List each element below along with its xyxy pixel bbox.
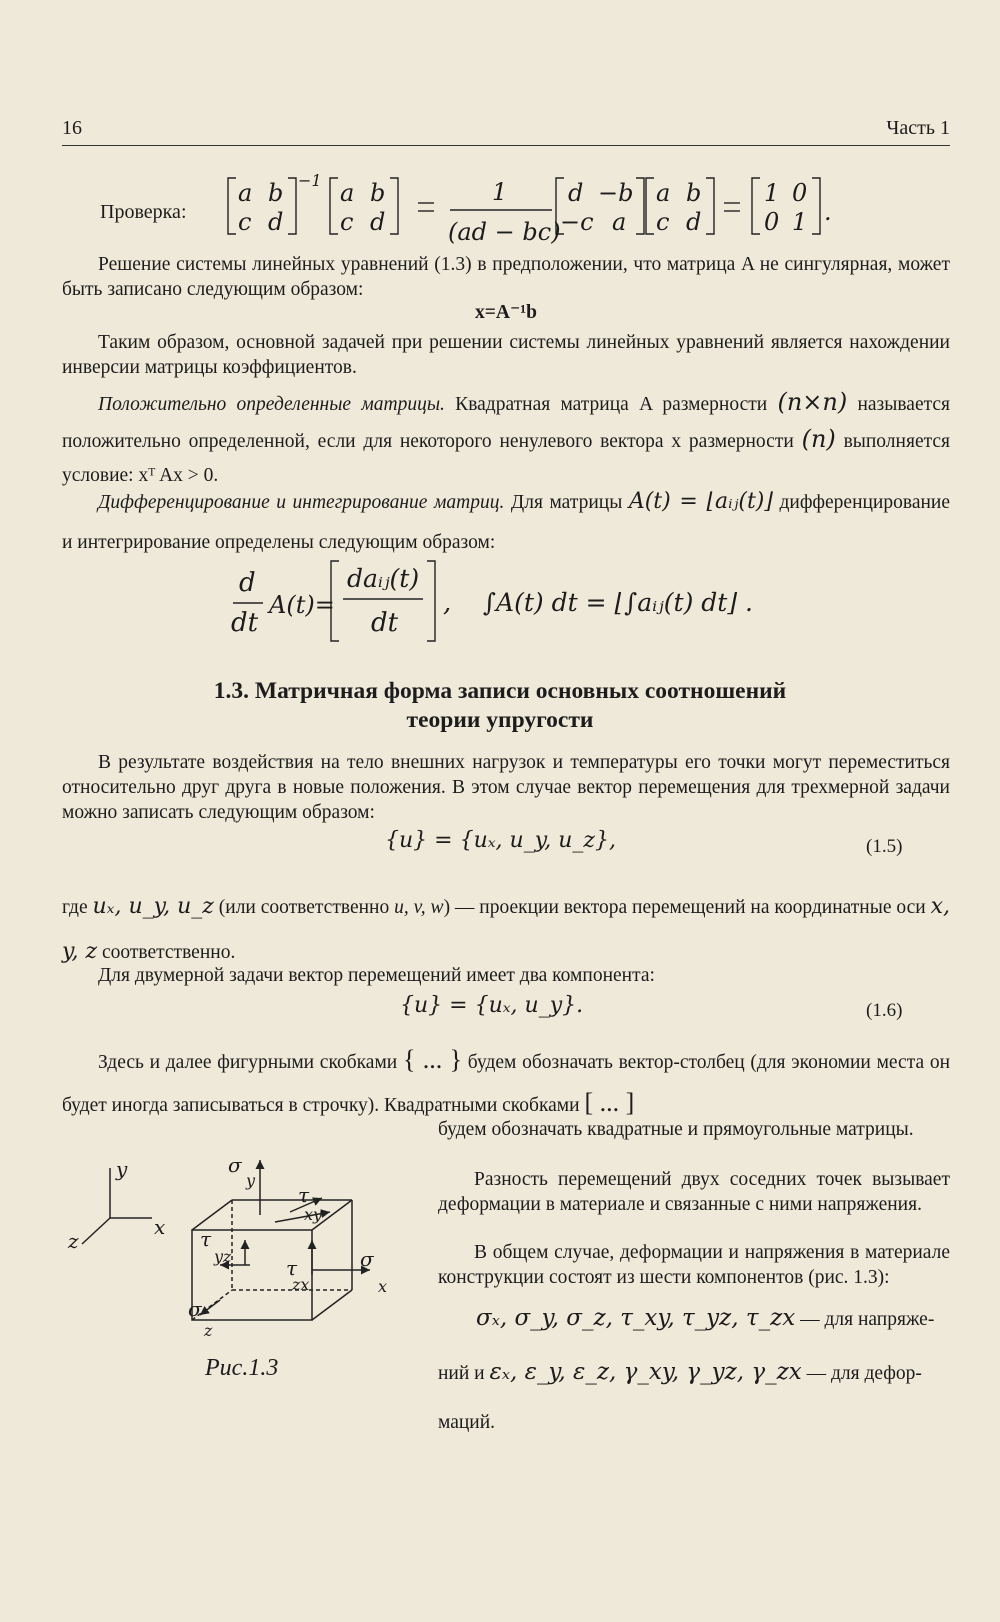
label-tau-xy: τ	[298, 1183, 310, 1207]
label-sigma-y: σ	[228, 1153, 242, 1177]
strain-text-1: ний и	[438, 1363, 485, 1384]
stress-vars: σₓ, σ_y, σ_z, τ_xy, τ_yz, τ_zx	[476, 1305, 796, 1331]
proj-text-3: ) — проекции вектора перемещений на координатные оси	[443, 897, 931, 918]
paragraph-positive-definite	[62, 385, 950, 493]
label-tau-zx: τ	[286, 1256, 298, 1280]
svg-text:d: d	[568, 179, 584, 207]
svg-text:d: d	[686, 208, 702, 236]
strain-line	[438, 1360, 950, 1386]
paragraph-deformation: Разность перемещений двух соседних точек вызывает деформации в материале и связанные с ними напряжения.	[438, 1169, 950, 1215]
axis-z	[82, 1218, 110, 1244]
stress-text: — для напряже-	[800, 1309, 935, 1330]
stress-line	[476, 1306, 950, 1332]
term-positive-definite: Положительно определенные матрицы.	[98, 394, 445, 415]
eq-d: d	[239, 568, 256, 598]
paragraph-inverse: Таким образом, основной задачей при решении системы линейных уравнений является нахождении инверсии матрицы коэффициентов.	[62, 332, 950, 378]
proj-text-4: соответственно.	[97, 942, 236, 963]
page-number: 16	[62, 117, 82, 139]
strain-text-2: — для дефор-	[806, 1363, 922, 1384]
strain-end: маций.	[438, 1412, 496, 1433]
paragraph-matrices: будем обозначать квадратные и прямоугольные матрицы.	[438, 1119, 914, 1140]
page-header	[62, 115, 950, 146]
figure-stress-cube	[60, 1150, 420, 1350]
check-equation	[220, 168, 840, 248]
paragraph-differentiation	[62, 482, 950, 563]
label-tau-yz-sub: yz	[214, 1247, 232, 1266]
label-sigma-x-sub: x	[378, 1277, 388, 1296]
svg-text:a: a	[340, 179, 355, 207]
eq-1-5: {u} = {uₓ, u_y, u_z},	[385, 828, 616, 853]
svg-text:0: 0	[764, 208, 780, 236]
pd-dimension: (n×n)	[777, 388, 848, 416]
brackets-text-1: Здесь и далее фигурными скобками	[98, 1052, 398, 1073]
eq-1-6-number: (1.6)	[866, 1000, 903, 1021]
svg-text:−1: −1	[298, 171, 322, 190]
paragraph-displacement: В результате воздействия на тело внешних нагрузок и температуры его точки могут переместиться относительно друг друга в новые положения. В этом случае вектор перемещения для трехмерной задачи можно записать следующим образом:	[62, 752, 950, 823]
svg-text:−c: −c	[560, 208, 594, 236]
check-one: 1	[492, 178, 508, 206]
eq-den: dt	[371, 608, 399, 638]
svg-text:0: 0	[792, 179, 808, 207]
label-tau-yz: τ	[200, 1227, 212, 1251]
label-tau-xy-sub: xy	[304, 1205, 323, 1224]
label-sigma-z: σ	[188, 1297, 202, 1321]
check-dot: .	[824, 198, 832, 226]
diff-text-2: дифференцирование и интегрирование определены следующим образом:	[62, 492, 951, 553]
svg-text:1: 1	[792, 208, 808, 236]
svg-text:b: b	[370, 179, 386, 207]
section-title	[60, 677, 940, 735]
eq-dt: dt	[231, 608, 259, 638]
strain-vars: εₓ, ε_y, ε_z, γ_xy, γ_yz, γ_zx	[489, 1359, 802, 1385]
curly-brackets: { ... }	[402, 1045, 463, 1074]
eq-integral: ∫A(t) dt = ⌊∫aᵢⱼ(t) dt⌋ .	[483, 588, 753, 617]
term-differentiation: Дифференцирование и интегрирование матриц.	[98, 492, 505, 513]
pd-text-2: называется положительно определенной, если для некоторого ненулевого вектора x размерности	[62, 394, 950, 452]
eq-A: A(t)=	[269, 591, 335, 619]
figure-caption: Рис.1.3	[205, 1355, 279, 1381]
eq-comma: ,	[443, 588, 452, 618]
eq-differentiation	[225, 555, 785, 650]
proj-uvw: u, v, w	[394, 897, 444, 918]
proj-vars: uₓ, u_y, u_z	[92, 894, 214, 919]
check-det: (ad − bc)	[448, 218, 561, 246]
pd-n: (n)	[801, 425, 836, 453]
svg-text:−b: −b	[598, 179, 634, 207]
paragraph-six-components: В общем случае, деформации и напряжения в материале конструкции состоят из шести компонентов (рис. 1.3):	[438, 1242, 950, 1288]
eq-inverse: x=A⁻¹b	[475, 302, 537, 323]
svg-text:d: d	[268, 208, 284, 236]
proj-xyz: x, y, z	[62, 894, 950, 964]
label-sigma-y-sub: y	[246, 1171, 256, 1190]
label-sigma-x: σ	[360, 1247, 374, 1271]
label-axis-y: y	[116, 1157, 128, 1181]
svg-text:a: a	[238, 179, 253, 207]
svg-text:1: 1	[764, 179, 780, 207]
svg-text:c: c	[340, 208, 354, 236]
eq-1-6: {u} = {uₓ, u_y}.	[400, 993, 584, 1018]
section-title-line-2: теории упругости	[406, 707, 594, 733]
check-label: Проверка:	[100, 201, 187, 223]
paragraph-projections	[62, 885, 950, 975]
section-title-line-1: 1.3. Матричная форма записи основных соотношений	[213, 678, 787, 704]
svg-text:b: b	[268, 179, 284, 207]
pd-text-3: выполняется условие: xᵀ Ax > 0.	[62, 431, 950, 486]
part-label: Часть 1	[886, 117, 950, 139]
svg-text:b: b	[686, 179, 702, 207]
label-tau-zx-sub: zx	[292, 1275, 310, 1294]
label-sigma-z-sub: z	[204, 1321, 213, 1340]
proj-text-2: (или соответственно	[213, 897, 395, 918]
label-axis-z: z	[68, 1229, 79, 1253]
paragraph-brackets	[62, 1040, 950, 1126]
svg-text:c: c	[656, 208, 670, 236]
svg-text:a: a	[612, 208, 627, 236]
paragraph-solution: Решение системы линейных уравнений (1.3) в предположении, что матрица A не сингулярная, может быть записано следующим образом:	[62, 254, 950, 300]
pd-text-1: Квадратная матрица A размерности	[444, 394, 778, 415]
arrow-sigma-z	[200, 1300, 220, 1315]
svg-text:a: a	[656, 179, 671, 207]
label-axis-x: x	[154, 1215, 166, 1239]
eq-num: daᵢⱼ(t)	[347, 564, 420, 593]
eq-1-5-number: (1.5)	[866, 836, 903, 857]
paragraph-2d: Для двумерной задачи вектор перемещений имеет два компонента:	[98, 965, 655, 986]
svg-text:d: d	[370, 208, 386, 236]
proj-text-1: где	[62, 897, 88, 918]
diff-matrix: A(t) = ⌊aᵢⱼ(t)⌋	[628, 489, 773, 514]
square-brackets: [ ... ]	[584, 1088, 635, 1117]
diff-text-1: Для матрицы	[504, 492, 629, 513]
svg-text:c: c	[238, 208, 252, 236]
brackets-text-2: будем обозначать вектор-столбец (для экономии места он будет иногда записываться в строчку). Квадратными скобками	[62, 1052, 951, 1116]
